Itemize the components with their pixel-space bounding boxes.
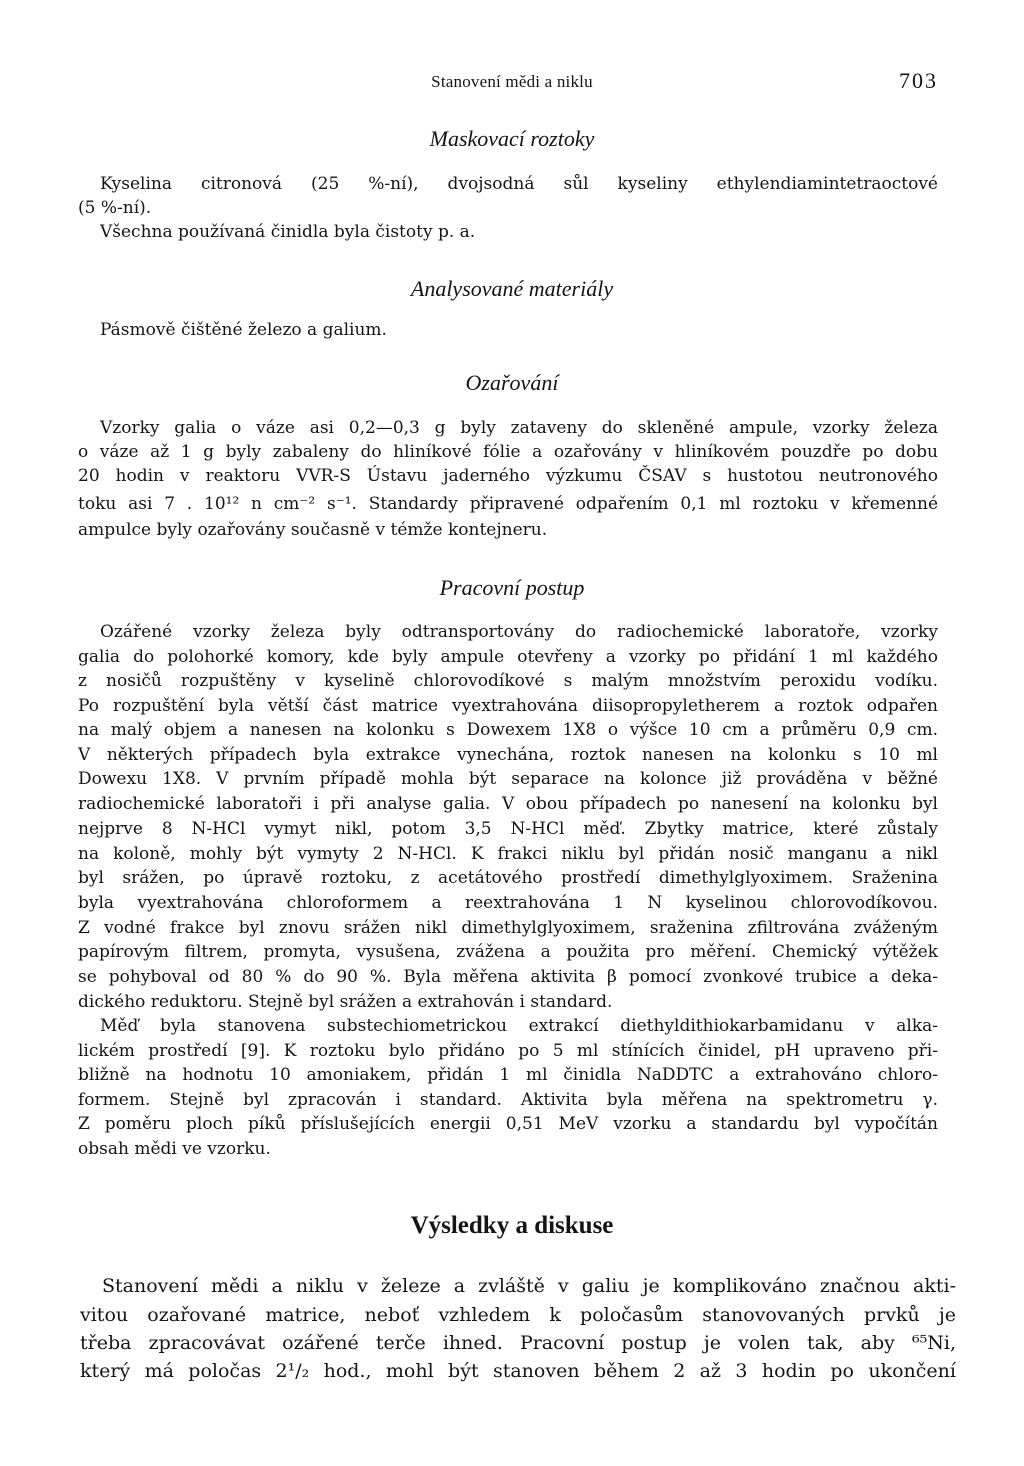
- page-number: 703: [899, 68, 938, 93]
- paragraph-line: obsah mědi ve vzorku.: [78, 1139, 271, 1159]
- paragraph-line: třeba zpracovávat ozářené terče ihned. Pracovní postup je volen tak, aby ⁶⁵Ni,: [80, 1332, 956, 1354]
- paragraph-line: Z poměru ploch píků příslušejících energii 0,51 MeV vzorku a standardu byl vypočítán: [78, 1114, 938, 1134]
- paragraph-line: byla vyextrahována chloroformem a reextrahována 1 N kyselinou chlorovodíkovou.: [78, 893, 938, 913]
- heading-vysledky-a-diskuse: Výsledky a diskuse: [410, 1212, 614, 1239]
- paragraph-line: vitou ozařované matrice, neboť vzhledem k poločasům stanovovaných prvků je: [80, 1304, 956, 1326]
- paragraph-line: toku asi 7 . 10¹² n cm⁻² s⁻¹. Standardy připravené odpařením 0,1 ml roztoku v křemenné: [78, 494, 938, 514]
- paragraph-line: radiochemické laboratoři i při analyse galia. V obou případech po nanesení na kolonku byl: [78, 794, 938, 814]
- paragraph-line: Dowexu 1X8. V prvním případě mohla být separace na kolonce již prováděna v běžné: [78, 769, 938, 789]
- paragraph-line: Vzorky galia o váze asi 0,2—0,3 g byly zataveny do skleněné ampule, vzorky železa: [100, 418, 938, 438]
- paragraph-line: papírovým filtrem, promyta, vysušena, zvážena a použita pro měření. Chemický výtěžek: [78, 942, 938, 962]
- running-title: Stanovení mědi a niklu: [431, 72, 593, 91]
- paragraph-line: Z vodné frakce byl znovu srážen nikl dimethylglyoximem, sraženina zfiltrována zváženým: [78, 918, 938, 938]
- paragraph-line: Pásmově čištěné železo a galium.: [100, 320, 387, 340]
- paragraph-line: byl srážen, po úpravě roztoku, z acetátového prostředí dimethylglyoximem. Sraženina: [78, 868, 938, 888]
- paragraph-line: o váze až 1 g byly zabaleny do hliníkové fólie a ozařovány v hliníkovém pouzdře po dobu: [78, 442, 938, 462]
- paragraph-line: bližně na hodnotu 10 amoniakem, přidán 1 ml činidla NaDDTC a extrahováno chloro-: [78, 1065, 938, 1085]
- paragraph-line: (5 %-ní).: [78, 198, 152, 218]
- heading-maskovaci-roztoky: Maskovací roztoky: [429, 126, 595, 151]
- paragraph-line: na malý objem a nanesen na kolonku s Dowexem 1X8 o výšce 10 cm a průměru 0,9 cm.: [78, 720, 938, 740]
- paragraph-line: nejprve 8 N-HCl vymyt nikl, potom 3,5 N-HCl měď. Zbytky matrice, které zůstaly: [78, 819, 938, 839]
- paragraph-line: Měď byla stanovena substechiometrickou extrakcí diethyldithiokarbamidanu v alka-: [100, 1016, 938, 1036]
- paragraph-line: lickém prostředí [9]. K roztoku bylo přidáno po 5 ml stínících činidel, pH upraveno při-: [78, 1041, 938, 1061]
- paragraph-line: V některých případech byla extrakce vynechána, roztok nanesen na kolonku s 10 ml: [78, 745, 938, 765]
- paragraph-line: dického reduktoru. Stejně byl srážen a extrahován i standard.: [78, 992, 613, 1012]
- paragraph-line: Po rozpuštění byla větší část matrice vyextrahována diisopropyletherem a roztok odpařen: [78, 696, 938, 716]
- paragraph-line: který má poločas 2¹/₂ hod., mohl být stanoven během 2 až 3 hodin po ukončení: [80, 1360, 956, 1382]
- paragraph-line: galia do polohorké komory, kde byly ampule otevřeny a vzorky po přidání 1 ml každého: [78, 647, 938, 667]
- paragraph-line: ampulce byly ozařovány současně v témže kontejneru.: [78, 520, 548, 540]
- heading-ozarovani: Ozařování: [465, 370, 559, 395]
- paragraph-line: 20 hodin v reaktoru VVR-S Ústavu jaderného výzkumu ČSAV s hustotou neutronového: [78, 466, 938, 486]
- paragraph-line: Ozářené vzorky železa byly odtransportovány do radiochemické laboratoře, vzorky: [100, 622, 938, 642]
- paragraph-line: formem. Stejně byl zpracován i standard. Aktivita byla měřena na spektrometru γ.: [78, 1090, 938, 1110]
- heading-analysovane-materialy: Analysované materiály: [410, 276, 614, 301]
- paragraph-line: Stanovení mědi a niklu v železe a zvláště v galiu je komplikováno značnou akti-: [102, 1275, 956, 1297]
- paragraph-line: z nosičů rozpuštěny v kyselině chlorovodíkové s malým množstvím peroxidu vodíku.: [78, 671, 938, 691]
- paragraph-line: Kyselina citronová (25 %-ní), dvojsodná sůl kyseliny ethylendiamintetraoctové: [100, 174, 938, 194]
- heading-pracovni-postup: Pracovní postup: [439, 575, 585, 600]
- paragraph-line: Všechna používaná činidla byla čistoty p. a.: [100, 222, 476, 242]
- paragraph-line: se pohyboval od 80 % do 90 %. Byla měřena aktivita β pomocí zvonkové trubice a deka-: [78, 967, 938, 987]
- paragraph-line: na koloně, mohly být vymyty 2 N-HCl. K frakci niklu byl přidán nosič manganu a nikl: [78, 844, 938, 864]
